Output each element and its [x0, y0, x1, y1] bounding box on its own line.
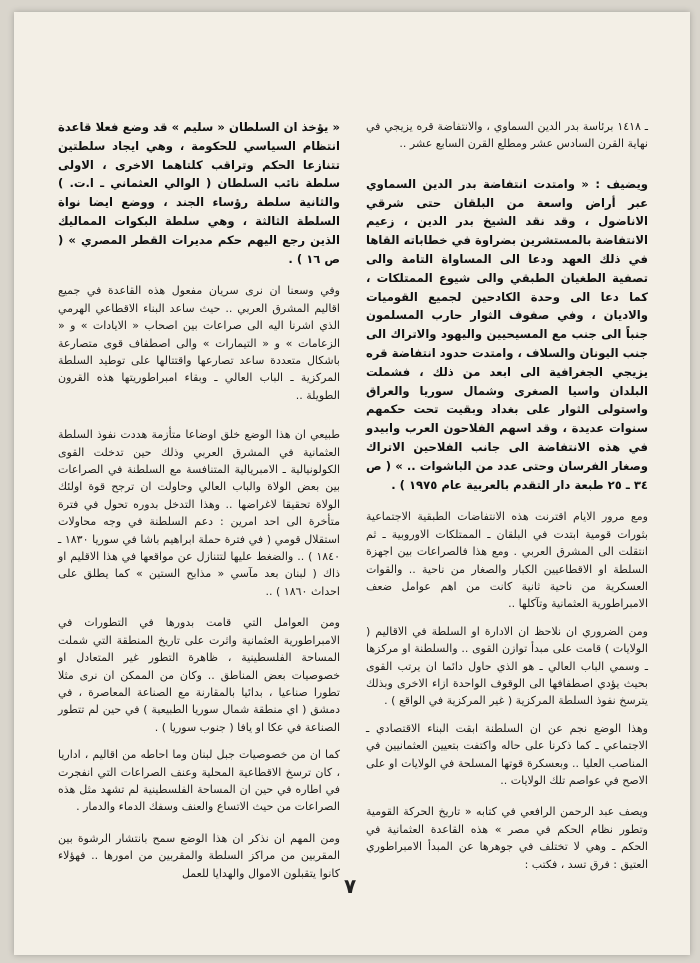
page-number: ٧	[344, 874, 357, 898]
paragraph-left-3: طبيعي ان هذا الوضع خلق اوضاعا متأزمة هددت نفوذ السلطة العثمانية في المشرق العربي وذلك حين تدخلت القوى الكولونيالية ـ الامبريالية المتنافسة مع السلطنة في الصراعات بين بعض الولاة والباب العالي وحاولت ان ترجح قوة اولئك الولاة تحقيقا لاغراضها .. وهذا التدخل بدوره تحول في فترة متأخرة الى احد امرين : دعم السلطنة في وجه محاولات استقلال قومي ( في فترة حملة ابراهيم باشا في سوريا ١٨٣٠ ـ ١٨٤٠ ) .. والضغط عليها لتتنازل عن مواقعها في هذا الاقليم او ذاك ( لبنان بعد مآسي « مذابح الستين » كما يطلق على احداث ١٨٦٠ ) ..	[58, 428, 340, 598]
quote-block-left: « يؤخذ ان السلطان « سليم » قد وضع فعلا قاعدة انتظام السياسي للحكومة ، وهي ايجاد سلطتين تتنازعا الحكم وتراقب كلتاهما الاخرى ، الاولى سلطة نائب السلطان ( الوالي العثماني ـ ا.ت. ) والثانية سلطة رؤساء الجند ، ووضع ايضا نواة السلطة الثالثة ، وهي سلطة البكوات المماليك الذين رجع اليهم حكم مديرات القطر المصري » ( ص ١٦ ) .	[58, 120, 340, 266]
paragraph-right-5: وهذا الوضع نجم عن ان السلطنة ابقت البناء الاقتصادي ـ الاجتماعي ـ كما ذكرنا على حاله واكتفت بتعيين العثمانيين في المناصب العليا .. وبعسكرة قوتها المسلحة في الولايات او على الاصح في عواصم تلك الولايات ..	[366, 721, 648, 788]
paragraph-right-3: ومع مرور الايام اقترنت هذه الانتفاضات الطبقية الاجتماعية بثورات قومية ابتدت في البلقان ـ الممتلكات الاوروبية ـ ثم انتقلت الى المشرق العربي . ومع هذا فالصراعات بين اجهزة السلطة او الاقطاعيين الكبار والصغار من ناحية .. والقوات العسكرية من ناحية ثانية كانت من اهم عوامل ضعف الامبراطورية العثمانية وتآكلها ..	[366, 510, 648, 611]
paragraph-right-4: ومن الضروري ان نلاحظ ان الادارة او السلطة في الاقاليم ( الولايات ) قامت على مبدأ توازن القوى .. والسلطنة او مركزها ـ وسمي الباب العالي ـ هو الذي حاول دائما ان يرتب القوى بحيث يؤدي اصطفافها الى الوقوف الواحدة ازاء الاخرى وبذلك يترسخ نفوذ السلطة المركزية ( غير المركزية في الواقع ) .	[366, 624, 648, 708]
paragraph-left-6: ومن المهم ان نذكر ان هذا الوضع سمح بانتشار الرشوة بين المقربين من مراكز السلطة والمقربين من امورها .. فهؤلاء كانوا يتقبلون الاموال والهدايا للعمل	[58, 831, 340, 880]
quote-block-right: ويضيف : « وامتدت انتفاضة بدر الدين السماوي عبر أراض واسعة من البلقان حتى شرقي الاناضول ، وقد نقد الشيخ بدر الدين ، زعيم الانتفاضة بالمستشرين بضراوة في خطاباته القاها في ذلك العهد ودعا الى المساواة التامة والى تصفية الطغيان الطبقي والى شيوع الممتلكات ، كما دعا الى وحدة الكادحين لجميع القوميات والاديان ، وفي صفوف الثوار حارب المسلمون جنباً الى جنب مع المسيحيين واليهود والاتراك الى جنب اليونان والسلاف ، وامتدت حدود انتفاضة قره يزيجي الجغرافية الى ابعد من ذلك ، فشملت البلدان واسيا الصغرى وشمال سوريا والعراق واستولى الثوار على بغداد وبقيت تحت حكمهم سنوات عديدة ، وقد اسهم الفلاحون العرب وابيدو في هذه الانتفاضة الى جانب الفلاحين الاتراك وصغار الفرسان وحتى عدد من الباشوات .. » ( ص ٣٤ ـ ٢٥ طبعة دار التقدم بالعربية عام ١٩٧٥ ) .	[366, 176, 648, 492]
paragraph-right-6: ويصف عبد الرحمن الرافعي في كتابه « تاريخ الحركة القومية وتطور نظام الحكم في مصر » هذه القاعدة العثمانية في الحكم ـ وهي لا تختلف في جوهرها عن المبدأ الامبراطوري العتيق : فرق تسد ، فكتب :	[366, 805, 648, 871]
paragraph-left-2: وفي وسعنا ان نرى سريان مفعول هذه القاعدة في جميع اقاليم المشرق العربي .. حيث ساعد البناء الاقطاعي الهرمي الذي اشرنا اليه الى صراعات بين اصحاب « الايادات » و « الزعامات » و « التيمارات » والى اصطفاف قوى متصارعة باشكال متعددة ساعد تصارعها واقتتالها على توطيد السلطة المركزية ـ الباب العالي ـ وبقاء امبراطوريتها هذه القرون الطويلة ..	[58, 284, 340, 402]
paragraph-left-4: ومن العوامل التي قامت بدورها في التطورات في الامبراطورية العثمانية واثرت على تاريخ المنطقة التي شملت المساحة الفلسطينية ، ظاهرة التطور غير المتعادل او خصوصيات بعض المناطق .. وكان من الممكن ان نرى مثلا تطورا صناعيا ، بدائيا بالمقارنة مع الصناعة المعاصرة ، في دمشق ( اي منطقة شمال سوريا الطبيعية ) في حين لم تتطور الصناعة في عكا او يافا ( جنوب سوريا ) .	[58, 616, 340, 734]
right-text-column	[366, 118, 648, 873]
paragraph-left-5: كما ان من خصوصيات جبل لبنان وما احاطه من اقاليم ، اداريا ، كان ترسخ الاقطاعية المحلية وعنف الصراعات التي انفجرت في اطاره في حين ان المساحة الفلسطينية لم تشهد مثل هذه الصراعات من حيث الاتساع والعنف وسفك الدماء والدمار .	[58, 748, 340, 814]
paragraph-right-1: ـ ١٤١٨ برئاسة بدر الدين السماوي ، والانتفاضة قره يزيجي في نهاية القرن السادس عشر ومطلع القرن السابع عشر ..	[366, 120, 648, 151]
document-page	[14, 12, 690, 955]
left-text-column	[58, 118, 340, 882]
